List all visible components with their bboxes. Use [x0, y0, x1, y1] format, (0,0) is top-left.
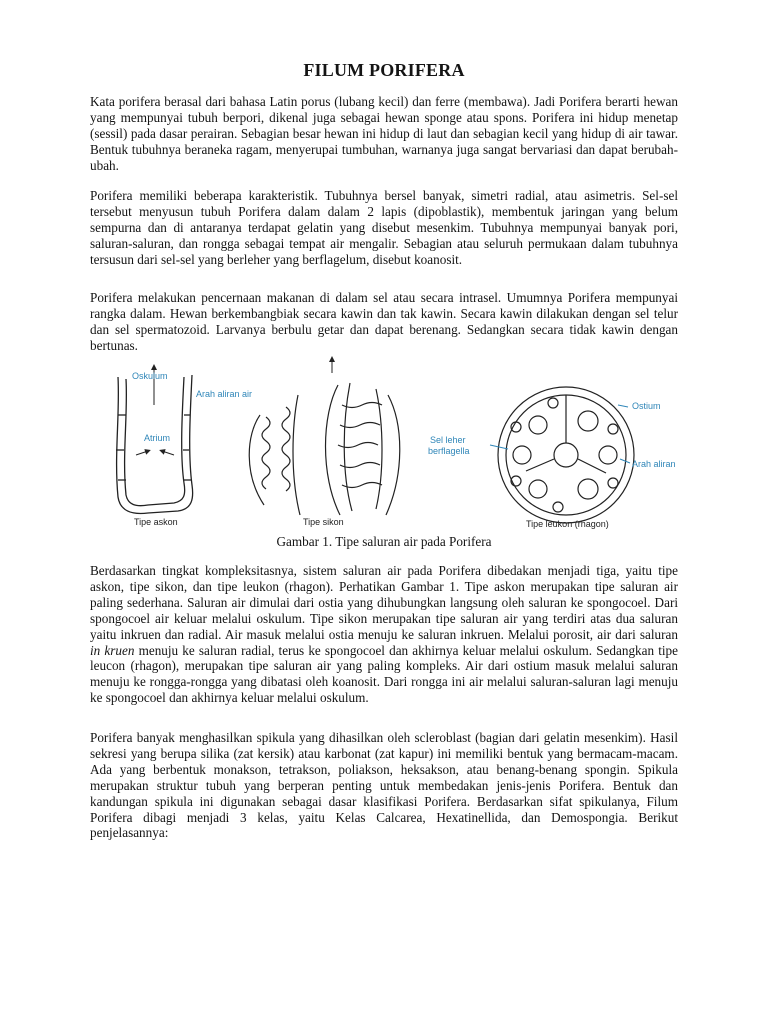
document-title: FILUM PORIFERA: [303, 60, 465, 80]
paragraph-reproduction: Porifera melakukan pencernaan makanan di dalam sel atau secara intrasel. Umumnya Porifera mempunyai rangka dalam. Hewan berkembangbiak secara kawin dan tak kawin. Secara kawin dilakukan dengan sel telur dan sel spermatozoid. Larvanya berbulu getar dan dapat berenang. Sedangkan secara tidak kawin dengan bertunas.: [90, 290, 678, 353]
label-tipe-askon: Tipe askon: [134, 517, 178, 527]
paragraph-intro: Kata porifera berasal dari bahasa Latin porus (lubang kecil) dan ferre (membawa). Jadi Porifera berarti hewan yang mempunyai tubuh berpori, dikenal juga sebagai hewan sponge atau spons. Porifera ini hidup menetap (sessil) pada dasar perairan. Sebagian besar hewan ini hidup di laut dan sebagian kecil yang hidup di air tawar. Bentuk tubuhnya beraneka ragam, menyerupai tumbuhan, warnanya juga sangat bervariasi dan dapat berubah-ubah.: [90, 94, 678, 173]
paragraph-spicules: Porifera banyak menghasilkan spikula yang dihasilkan oleh scleroblast (bagian dari gelatin mesenkim). Hasil sekresi yang berupa silika (zat kersik) atau karbonat (zat kapur) ini memiliki bentuk yang bermacam-macam. Ada yang berbentuk monakson, tetrakson, poliakson, heksakson, atau benang-benang spongin. Spikula merupakan struktur tubuh yang berperan penting untuk membedakan jenis-jenis Porifera. Bentuk dan kandungan spikula ini digunakan sebagai dasar klasifikasi Porifera. Berdasarkan sifat spikulanya, Filum Porifera dibagi menjadi 3 kelas, yaitu Kelas Calcarea, Hexatinellida, dan Demospongia. Berikut penjelasannya:: [90, 730, 678, 841]
paragraph-canal-types: [90, 563, 678, 706]
label-sel-leher: Sel leher: [430, 435, 466, 445]
paragraph-canal-types-part1: Berdasarkan tingkat kompleksitasnya, sistem saluran air pada Porifera dibedakan menjadi tiga, yaitu tipe askon, tipe sikon, dan tipe leukon (rhagon). Perhatikan Gambar 1. Tipe askon merupakan tipe saluran air paling sederhana. Saluran air dimulai dari ostia yang dihubungkan langsung oleh saluran ke spongocoel. Dari spongocoel air keluar melalui oskulum. Tipe sikon merupakan tipe saluran air yang terdiri atas dua saluran yaitu inkruen dan radial. Air masuk melalui ostia menuju ke saluran inkruen. Melalui porosit, air dari saluran: [90, 563, 678, 642]
paragraph-characteristics: Porifera memiliki beberapa karakteristik. Tubuhnya bersel banyak, simetri radial, atau asimetris. Sel-sel tersebut menyusun tubuh Porifera dalam dalam 2 lapis (dipoblastik), membentuk jaringan yang belum sempurna dan di antaranya terdapat gelatin yang disebut mesenkim. Tubuhnya mempunyai banyak pori, saluran-saluran, dan rongga sebagai tempat air mengalir. Sebagian atau seluruh permukaan dalam tubuhnya tersusun dari sel-sel yang berleher yang berflagelum, disebut koanosit.: [90, 188, 678, 267]
label-tipe-leukon: Tipe leukon (rhagon): [526, 519, 609, 529]
sikon-diagram: [249, 359, 400, 515]
label-arah-aliran-air: Arah aliran air: [196, 389, 253, 399]
label-tipe-sikon: Tipe sikon: [303, 517, 344, 527]
paragraph-canal-types-part2: menuju ke saluran radial, terus ke spongocoel dan akhirnya keluar melalui oskulum. Sedangkan tipe leucon (rhagon), merupakan tipe saluran air yang paling kompleks. Air dari ostium masuk melalui saluran menuju ke rongga-rongga yang dibatasi oleh koanosit. Dari rongga ini air melalui saluran-saluran lagi menuju ke spongocoel dan akhirnya keluar melalui oskulum.: [90, 642, 678, 706]
label-oskulum: Oskulum: [132, 371, 168, 381]
label-ostium: Ostium: [632, 401, 661, 411]
leukon-diagram: [498, 387, 634, 523]
italic-in-kruen: in kruen: [90, 642, 135, 658]
figure-caption: Gambar 1. Tipe saluran air pada Porifera: [276, 534, 492, 549]
figure-canal-types: [88, 355, 708, 533]
label-arah-aliran: Arah aliran: [632, 459, 676, 469]
label-atrium: Atrium: [144, 433, 171, 443]
label-berflagella: berflagella: [428, 446, 470, 456]
